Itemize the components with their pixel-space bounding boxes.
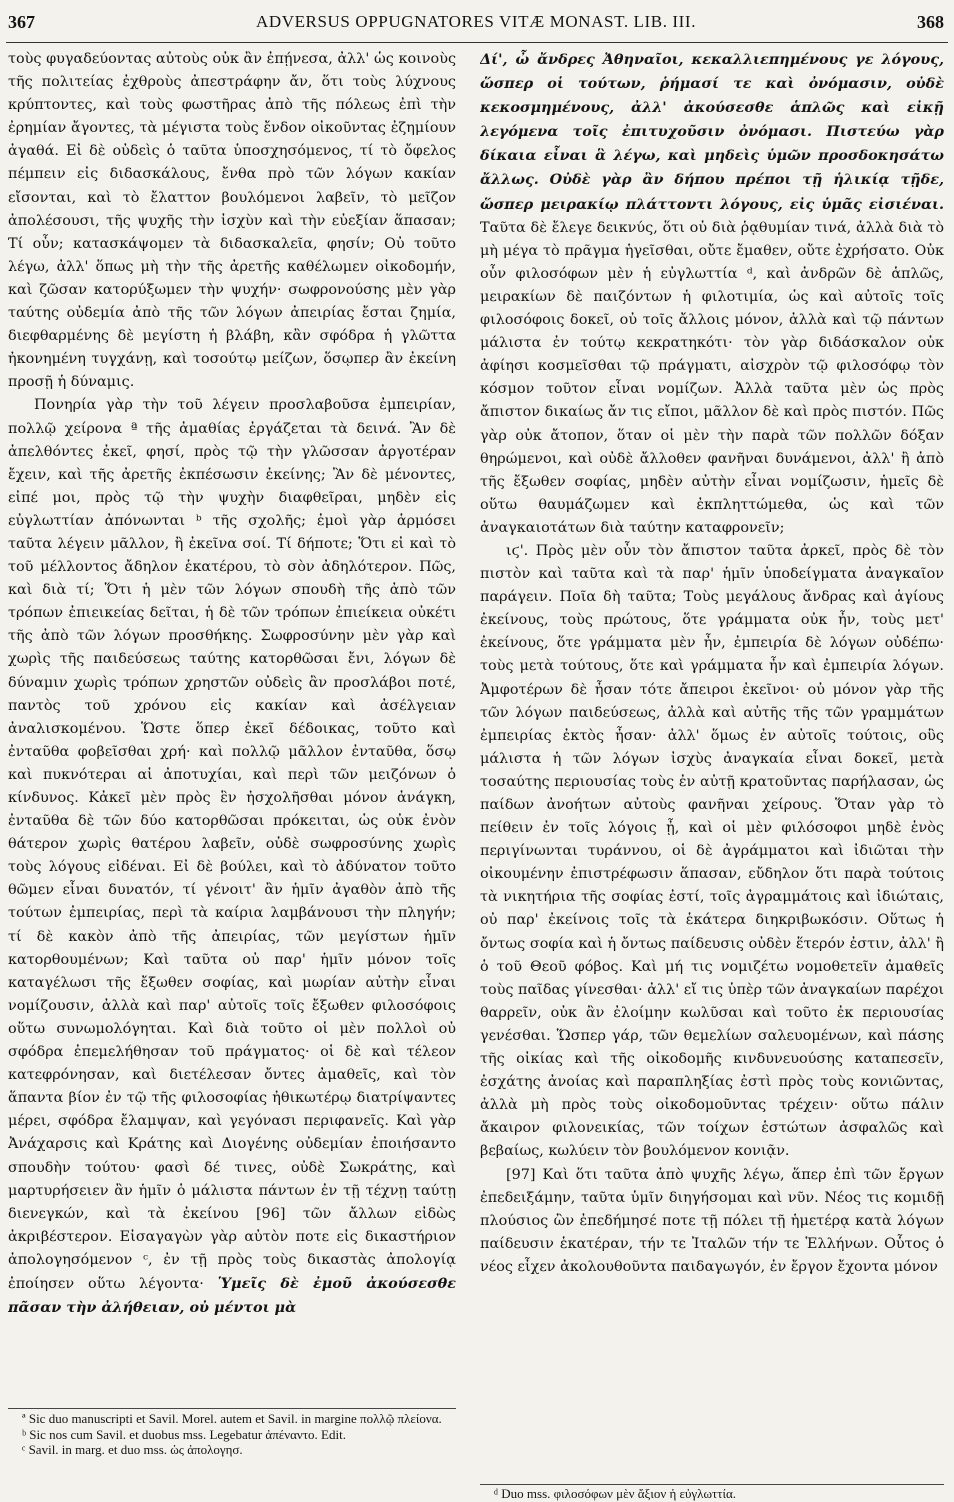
footnote-c: ᶜ Savil. in marg. et duo mss. ὡς ἀπολογησ. (22, 1442, 243, 1457)
running-title: ADVERSUS OPPUGNATORES VITÆ MONAST. LIB. III. (255, 12, 697, 31)
header-rule (6, 42, 948, 43)
right-paragraph-1 (480, 48, 944, 540)
page-header (0, 4, 954, 40)
left-column (8, 48, 456, 1348)
right-paragraph-2: ιϛ'. Πρὸς μὲν οὖν τὸν ἄπιστον ταῦτα ἀρκεῖ, πρὸς δὲ τὸν πιστὸν καὶ ταῦτα καὶ τὰ παρ' ἡμῖν ὑποδείγματα ἀναγκαῖον παράγειν. Ποῖα δὴ ταῦτα; Τοὺς μεγάλους ἄνδρας καὶ ἁγίους ἐκείνους, τοὺς πρώτους, ὅτε γράμματα οὐκ ἦν, τοὺς μετ' ἐκείνους, ὅτε γράμματα μὲν ἦν, ἐμπειρία δὲ λόγων οὐδέπω· τοὺς μετὰ τούτους, ὅτε καὶ γράμματα ἦν καὶ ἐμπειρία λόγων. Ἀμφοτέρων δὲ ἦσαν τότε ἄπειροι ἐκεῖνοι· οὐ μόνον γὰρ τῆς τῶν λόγων παιδεύσεως, ἀλλὰ καὶ αὐτῆς τῆς τῶν γραμμάτων ἐμπειρίας ἐκτὸς ἦσαν· ἀλλ' ὅμως ἐν αὐτοῖς τούτοις, οὓς μάλιστα ἡ τῶν λόγων ἰσχὺς ἀναγκαία εἶναι δοκεῖ, μετὰ τοσαύτης περιουσίας τοὺς ἐν αὐτῇ κρατοῦντας παρήλασαν, ὡς παίδων ἀνοήτων αὐτοὺς φανῆναι χείρους. Ὅταν γὰρ τὸ πείθειν ἐν τοῖς λόγοις ᾖ, καὶ οἱ μὲν φιλόσοφοι μηδὲ ἑνὸς περιγίνωνται τυράννου, οἱ δὲ ἀγράμματοι καὶ ἰδιῶται τὴν οἰκουμένην ἐπιστρέφωσιν ἅπασαν, εὔδηλον ὅτι παρὰ τούτοις τὰ νικητήρια τῆς σοφίας ἐστί, τοῖς ἀγραμμάτοις καὶ ἰδιώταις, οὐ παρ' ἐκείνοις τοῖς τὰ ἑκάτερα διηκριβωκόσιν. Οὕτως ἡ ὄντως σοφία καὶ ἡ ὄντως παίδευσις οὐδὲν ἕτερόν ἐστιν, ἀλλ' ἢ ὁ τοῦ Θεοῦ φόβος. Καὶ μή τις νομιζέτω νομοθετεῖν ἀμαθεῖς τοὺς παῖδας γίνεσθαι· ἀλλ' εἴ τις ὑπὲρ τῶν ἀναγκαίων παρέχοι θαρρεῖν, οὐκ ἂν ἐλοίμην κωλῦσαι καὶ τοῦτο ἐκ περιουσίας γενέσθαι. Ὥσπερ γάρ, τῶν θεμελίων σαλευομένων, καὶ πάσης τῆς οἰκίας καὶ τῆς οἰκοδομῆς κινδυνευούσης καταπεσεῖν, ἐσχάτης ἀνοίας καὶ παραπληξίας ἐστὶ πρὸς τοὺς κονιῶντας, ἀλλὰ μὴ πρὸς τοὺς οἰκοδομοῦντας τρέχειν· οὕτω πάλιν ἄκαιρον φιλονεικίας, τῶν τοίχων ἑστώτων ἀσφαλῶς καὶ βεβαίως, κωλύειν τὸν βουλόμενον κονιᾷν. (480, 542, 944, 1160)
left-paragraph-2-text: Πονηρία γὰρ τὴν τοῦ λέγειν προσλαβοῦσα ἐμπειρίαν, πολλῷ χείρονα ª τῆς ἀμαθίας ἐργάζεται τὰ δεινά. Ἂν δὲ ἀπελθόντες ἐκεῖ, φησί, πρὸς τῷ τὴν γλῶσσαν ἀργοτέραν ἔχειν, καὶ τῆς ἀρετῆς ἐκπέσωσιν ἐκείνης; Ἂν δὲ μένοντες, εἰπέ μοι, πρὸς τῷ τὴν ψυχὴν διαφθεῖραι, μηδὲν εἰς εὐγλωττίαν ἀπόνωνται ᵇ τῆς σχολῆς; ἐμοὶ γὰρ ἁρμόσει ταῦτα λέγειν μᾶλλον, ἢ ἐκεῖνα σοί. Τί δήποτε; Ὅτι εἰ καὶ τὸ τοῦ μέλλοντος ἄδηλον ἑκατέρου, τὸ σὸν ἀδηλότερον. Πῶς, καὶ διὰ τί; Ὅτι ἡ μὲν τῶν λόγων σπουδὴ τῆς ἀπὸ τῶν τρόπων ἐπιεικείας δεῖται, ἡ δὲ τῶν τρόπων ἐπιείκεια οὐκέτι τῆς ἀπὸ τῶν λόγων προσθήκης. Σωφροσύνην μὲν γὰρ καὶ χωρὶς τῆς παιδεύσεως ταύτης κατορθῶσαι ἔνι, λόγων δὲ δύναμιν χωρὶς τρόπων χρηστῶν οὐδεὶς ἂν προσλάβοι ποτέ, παντὸς τοῦ χρόνου εἰς κακίαν καὶ ἀσέλγειαν ἀναλισκομένου. Ὥστε ὅπερ ἐκεῖ δέδοικας, τοῦτο καὶ ἐνταῦθα φοβεῖσθαι χρή· καὶ πολλῷ μᾶλλον ἐνταῦθα, ὅσῳ καὶ πυκνότεραι αἱ ἀποτυχίαι, καὶ περὶ τῶν μειζόνων ὁ κίνδυνος. Κἀκεῖ μὲν πρὸς ἓν ἠσχολῆσθαι μόνον ἀνάγκη, ἐνταῦθα δὲ τῶν δύο κατορθῶσαι πρόκειται, ὡς οὐκ ἐνὸν θάτερον χωρὶς θατέρου λαβεῖν, οὐδὲ σωφροσύνης χωρὶς τοὺς λόγους εἰδέναι. Εἰ δὲ βούλει, καὶ τὸ ἀδύνατον τοῦτο θῶμεν εἶναι δυνατόν, τί γένοιτ' ἂν ἡμῖν ἀγαθὸν ἀπὸ τῆς τούτων ἐμπειρίας, περὶ τὰ καίρια λαμβάνουσι τὴν πληγήν; τί δὲ κακὸν ἀπὸ τῆς ἀπειρίας, τῶν μεγίστων ἡμῖν κατορθουμένων; Καὶ ταῦτα οὐ παρ' ἡμῖν μόνον τοῖς καταγέλωσι τῆς ἔξωθεν σοφίας, καὶ μωρίαν αὐτὴν εἶναι νομίζουσιν, ἀλλὰ καὶ παρ' αὐτοῖς τοῖς ἔξωθεν φιλοσόφοις οὕτω συνωμολόγηται. Καὶ διὰ τοῦτο οἱ μὲν πολλοὶ οὐ σφόδρα ἐπεμελήθησαν τοῦ πράγματος· οἱ δὲ καὶ τέλεον κατεφρόνησαν, καὶ διετέλεσαν ὄντες ἀμαθεῖς, καὶ τὸν ἅπαντα βίον ἐν τῷ τῆς φιλοσοφίας ἠθικωτέρῳ διατρίψαντες μέρει, σφόδρα ἔλαμψαν, καὶ γεγόνασι περιφανεῖς. Καὶ γὰρ Ἀνάχαρσις καὶ Κράτης καὶ Διογένης οὐδεμίαν ἐποιήσαντο σπουδὴν τούτου· φασὶ δέ τινες, οὐδὲ Σωκράτης, καὶ μαρτυρήσειεν ἂν ἡμῖν ὁ μάλιστα πάντων ἐν τῇ τέχνῃ ταύτῃ διενεγκών, καὶ τὰ ἐκείνου [96] τῶν ἄλλων εἰδὼς ἀκριβέστερον. Εἰσαγαγὼν γὰρ αὐτὸν ποτε εἰς δικαστήριον ἀπολογησόμενον ᶜ, ἐν τῇ πρὸς τοὺς δικαστὰς ἀπολογίᾳ ἐποίησεν οὕτω λέγοντα· (8, 397, 456, 1292)
page-number-right: 368 (916, 11, 944, 32)
page-number-left: 367 (8, 11, 35, 32)
left-paragraph-2 (8, 394, 456, 1320)
left-quote-start: Ὑμεῖς δὲ ἐμοῦ ἀκούσεσθε πᾶσαν τὴν ἀλήθειαν, οὐ μέντοι μὰ (8, 1274, 456, 1317)
footnote-b: ᵇ Sic nos cum Savil. et duobus mss. Legebatur ἀπέναντο. Edit. (22, 1426, 346, 1442)
footnote-d: ᵈ Duo mss. φιλοσόφων μὲν ἄξιον ἡ εὐγλωττία. (480, 1484, 944, 1502)
right-paragraph-1-text: Ταῦτα δὲ ἔλεγε δεικνύς, ὅτι οὐ διὰ ῥᾳθυμίαν τινά, ἀλλὰ διὰ τὸ μὴ μέγα τὸ πρᾶγμα ἡγεῖσθαι, οὔτε ἔμαθεν, οὔτε ἐχρήσατο. Οὐκ οὖν φιλοσόφων μὲν ἡ εὐγλωττία ᵈ, καὶ ἀνδρῶν δὲ ἁπλῶς, μειρακίων δὲ παιζόντων ἡ φιλοτιμία, ὡς καὶ αὐτοῖς τοῖς φιλοσόφοις δοκεῖ, οὐ τοῖς ἄλλοις μόνον, ἀλλὰ καὶ τῷ πάντων μάλιστα ἐν τούτῳ κεκρατηκότι· τὸν γὰρ διδάσκαλον οὐκ ἀφίησι κοσμεῖσθαι τῷ πράγματι, αἰσχρὸν τῷ φιλοσόφῳ τὸν κόσμον τοῦτον εἶναι νομίζων. Ἀλλὰ ταῦτα μὲν ὡς πρὸς ἄπιστον δικαίως ἄν τις εἴποι, μᾶλλον δὲ καὶ πρὸς πιστόν. Πῶς γὰρ οὐκ ἄτοπον, ὅταν οἱ μὲν τὴν παρὰ τῶν πολλῶν δόξαν θηρώμενοι, καὶ οὐδὲ ἄλλοθεν φανῆναι δυνάμενοι, ἀλλ' ἢ ἀπὸ τῆς ἔξωθεν σοφίας, μηδὲν αὐτὴν εἶναι νομίζωσιν, ἡμεῖς δὲ οὕτω θαυμάζωμεν καὶ ἐκπληττώμεθα, ὡς καὶ τῶν ἀναγκαιοτάτων διὰ ταύτην καταφρονεῖν; (480, 219, 944, 536)
left-paragraph-1: τοὺς φυγαδεύοντας αὐτοὺς οὐκ ἂν ἐπῄνεσα, ἀλλ' ὡς κοινοὺς τῆς πολιτείας ἐχθροὺς ἀπεστράφην ἄν, ὅτι τοὺς λύχνους κρύπτοντες, καὶ τοὺς φωστῆρας ἀπὸ τῆς πόλεως ἐπὶ τὴν ἐρημίαν ἄγοντες, τὰ μέγιστα τοὺς ἔνδον οἰκοῦντας ἐζημίουν ἀγαθά. Εἰ δὲ οὐδεὶς ὁ ταῦτα ὑποσχησόμενος, τί τὸ ὄφελος πέμπειν εἰς διδασκάλους, ἔνθα πρὸ τῶν λόγων κακίαν εἴσονται, καὶ τὸ ἔλαττον βουλόμενοι λαβεῖν, τὸ μεῖζον ἀπολέσουσι, τῆς ψυχῆς τὴν ἰσχὺν καὶ τὴν εὐεξίαν ἅπασαν; Τί οὖν; κατασκάψομεν τὰ διδασκαλεῖα, φησίν; Οὐ τοῦτο λέγω, ἀλλ' ὅπως μὴ τὴν τῆς ἀρετῆς καθέλωμεν οἰκοδομήν, καὶ ζῶσαν κατορύξωμεν τὴν ψυχήν· σωφρονούσης μὲν γὰρ ταύτης οὐδεμία ἀπὸ τῆς τῶν λόγων ἀπειρίας ἔσται ζημία, διεφθαρμένης δὲ μεγίστη ἡ βλάβη, κἂν σφόδρα ἡ γλῶττα ἠκονημένη τυγχάνῃ, καὶ τοσούτῳ μείζων, ὅσῳπερ ἂν ἐκείνη προσῇ ἡ δύναμις. (8, 51, 456, 391)
footnotes-left (8, 1408, 456, 1458)
footnote-a: ª Sic duo manuscripti et Savil. Morel. autem et Savil. in margine πολλῷ πλείονα. (22, 1411, 442, 1426)
right-paragraph-3: [97] Καὶ ὅτι ταῦτα ἀπὸ ψυχῆς λέγω, ἅπερ ἐπὶ τῶν ἔργων ἐπεδειξάμην, ταῦτα ὑμῖν διηγήσομαι καὶ νῦν. Νέος τις κομιδῇ πλούσιος ὢν ἐπεδήμησέ ποτε τῇ πόλει τῇ ἡμετέρᾳ κατὰ λόγων παίδευσιν ἑκατέραν, τήν τε Ἰταλῶν τήν τε Ἑλλήνων. Οὗτος ὁ νέος εἶχεν ἀκολουθοῦντα παιδαγωγόν, ἐν ἔργον ἔχοντα μόνον (480, 1166, 944, 1275)
right-column (480, 48, 944, 1488)
right-quote-end: Δί', ὦ ἄνδρες Ἀθηναῖοι, κεκαλλιεπημένους γε λόγους, ὥσπερ οἱ τούτων, ῥήμασί τε καὶ ὀνόμασιν, οὐδὲ κεκοσμημένους, ἀλλ' ἀκούσεσθε ἁπλῶς καὶ εἰκῇ λεγόμενα τοῖς ἐπιτυχοῦσιν ὀνόμασι. Πιστεύω γὰρ δίκαια εἶναι ἃ λέγω, καὶ μηδεὶς ὑμῶν προσδοκησάτω ἄλλως. Οὐδὲ γὰρ ἂν δήπου πρέποι τῇ ἡλικίᾳ τῇδε, ὥσπερ μειρακίῳ πλάττοντι λόγους, εἰς ὑμᾶς εἰσιέναι. (480, 51, 944, 213)
